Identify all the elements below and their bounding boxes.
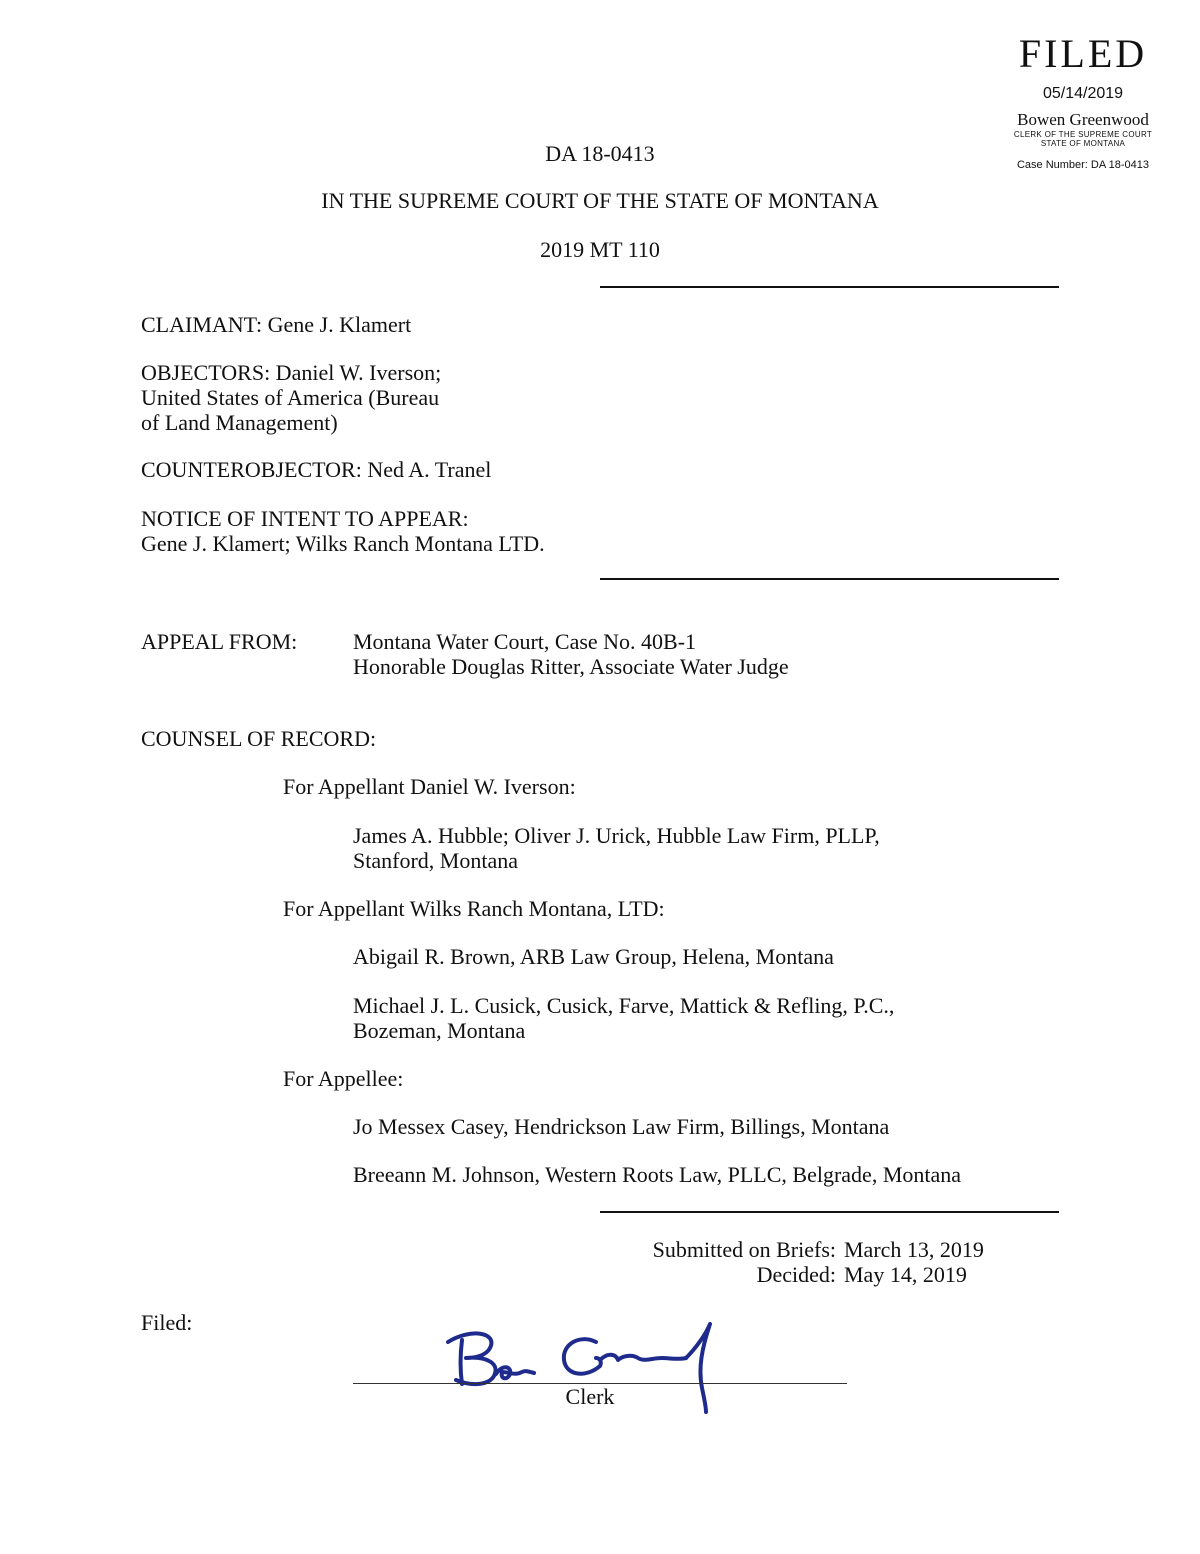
- decided-label: Decided:: [756, 1262, 836, 1287]
- counsel-line: Bozeman, Montana: [353, 1018, 526, 1043]
- notice-heading: NOTICE OF INTENT TO APPEAR:: [141, 506, 469, 531]
- objectors-block: [141, 360, 441, 435]
- filed-stamp-case-number: Case Number: DA 18-0413: [1016, 159, 1150, 171]
- notice-parties: Gene J. Klamert; Wilks Ranch Montana LTD.: [141, 531, 545, 556]
- counsel-line: Michael J. L. Cusick, Cusick, Farve, Mattick & Refling, P.C.,: [353, 993, 895, 1018]
- divider-rule: [600, 1211, 1059, 1213]
- filed-stamp-title: FILED: [1018, 31, 1148, 76]
- court-name: IN THE SUPREME COURT OF THE STATE OF MONTANA: [321, 188, 879, 213]
- objectors-line: United States of America (Bureau: [141, 385, 440, 410]
- appeal-block: [353, 629, 789, 679]
- citation: 2019 MT 110: [540, 237, 660, 262]
- counterobjector-line: COUNTEROBJECTOR: Ned A. Tranel: [141, 457, 492, 482]
- filed-label: Filed:: [141, 1310, 193, 1335]
- counsel-line: James A. Hubble; Oliver J. Urick, Hubble Law Firm, PLLP,: [353, 823, 880, 848]
- counsel-heading: COUNSEL OF RECORD:: [141, 726, 377, 751]
- filed-stamp-clerk-title: CLERK OF THE SUPREME COURT: [1013, 130, 1153, 139]
- appellant-iverson-label: For Appellant Daniel W. Iverson:: [283, 774, 576, 799]
- decided-date: May 14, 2019: [844, 1262, 967, 1287]
- appellee-counsel-1: Jo Messex Casey, Hendrickson Law Firm, Billings, Montana: [353, 1114, 890, 1139]
- counsel-line: Stanford, Montana: [353, 848, 518, 873]
- appeal-judge: Honorable Douglas Ritter, Associate Water Judge: [353, 654, 789, 679]
- clerk-label: Clerk: [565, 1384, 615, 1409]
- filed-stamp-clerk-name: Bowen Greenwood: [1017, 110, 1149, 129]
- objectors-line: OBJECTORS: Daniel W. Iverson;: [141, 360, 442, 385]
- dates-labels: [560, 1237, 836, 1287]
- divider-rule: [600, 286, 1059, 288]
- dates-values: [844, 1237, 984, 1287]
- objectors-line: of Land Management): [141, 410, 338, 435]
- appeal-label: APPEAL FROM:: [141, 629, 298, 654]
- appellant-wilks-counsel-1: Abigail R. Brown, ARB Law Group, Helena, Montana: [353, 944, 834, 969]
- filed-stamp-state: STATE OF MONTANA: [1040, 139, 1126, 148]
- submitted-date: March 13, 2019: [844, 1237, 984, 1262]
- appellant-wilks-counsel-2: [353, 993, 894, 1043]
- filed-stamp-date: 05/14/2019: [1042, 85, 1124, 102]
- docket-number: DA 18-0413: [545, 141, 655, 166]
- appellant-wilks-label: For Appellant Wilks Ranch Montana, LTD:: [283, 896, 665, 921]
- divider-rule: [600, 578, 1059, 580]
- appellee-label: For Appellee:: [283, 1066, 404, 1091]
- appellee-counsel-2: Breeann M. Johnson, Western Roots Law, PLLC, Belgrade, Montana: [353, 1162, 962, 1187]
- notice-block: [141, 506, 545, 556]
- submitted-label: Submitted on Briefs:: [652, 1237, 836, 1262]
- appellant-iverson-counsel: [353, 823, 880, 873]
- claimant-line: CLAIMANT: Gene J. Klamert: [141, 312, 412, 337]
- appeal-court: Montana Water Court, Case No. 40B-1: [353, 629, 697, 654]
